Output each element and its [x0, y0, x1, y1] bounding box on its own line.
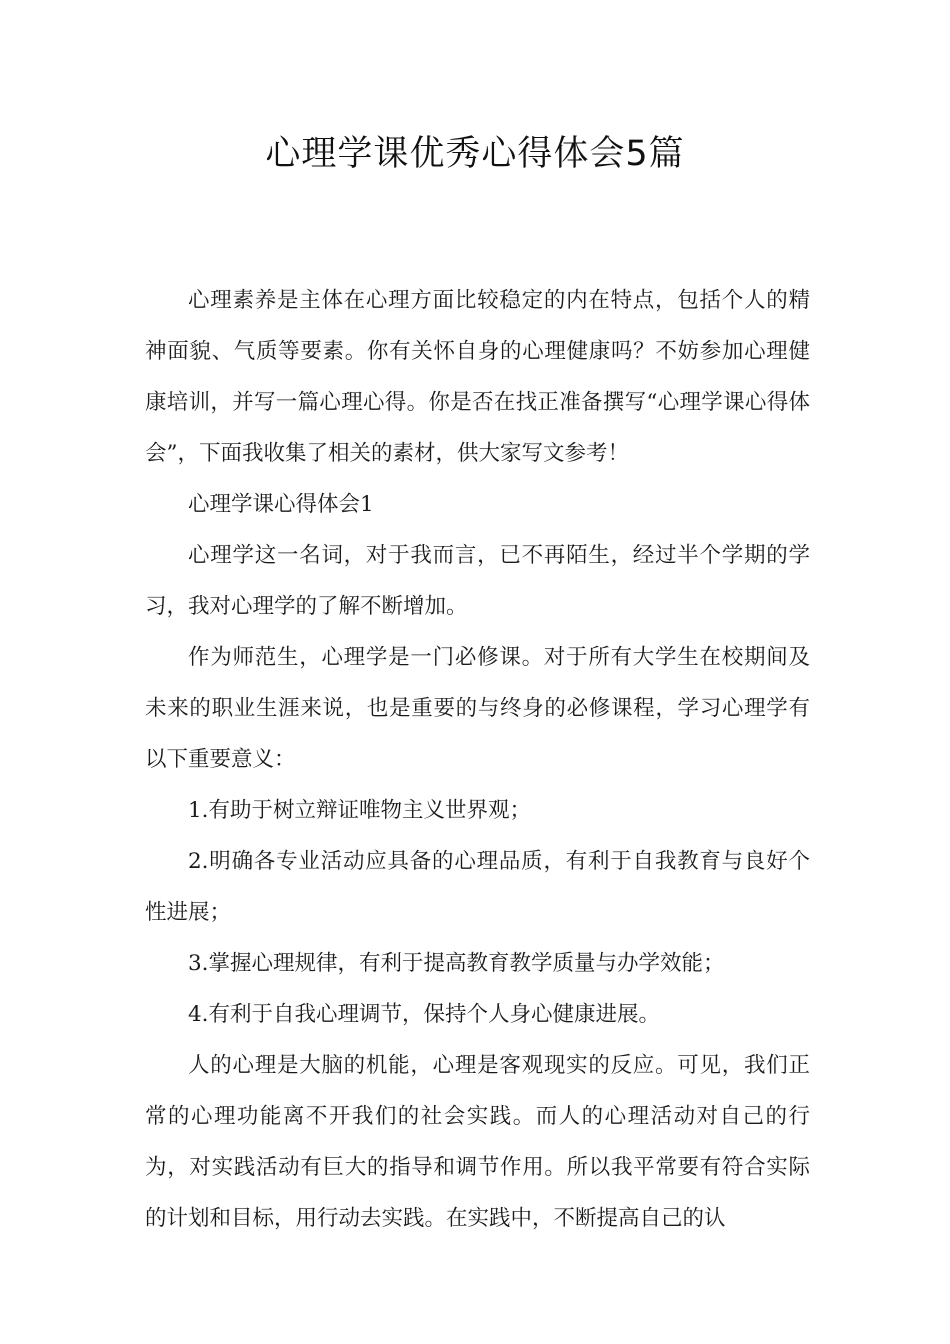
list-item: 1.有助于树立辩证唯物主义世界观； [188, 798, 532, 823]
paragraph: 人的心理是大脑的机能，心理是客观现实的反应。可见，我们正常的心理功能离不开我们的社会实践。而人的心理活动对自己的行为，对实践活动有巨大的指导和调节作用。所以我平常要有符合实际的计划和目标，用行动去实践。在实践中，不断提高自己的认 [145, 1053, 810, 1231]
section-heading: 心理学课心得体会1 [188, 492, 374, 517]
list-item: 3.掌握心理规律，有利于提高教育教学质量与办学效能； [188, 951, 725, 976]
document-body [145, 275, 810, 1244]
list-item: 4.有利于自我心理调节，保持个人身心健康进展。 [188, 1002, 661, 1027]
document-title: 心理学课优秀心得体会5篇 [265, 134, 685, 174]
paragraph: 心理学这一名词，对于我而言，已不再陌生，经过半个学期的学习，我对心理学的了解不断增加。 [145, 543, 810, 619]
paragraph-intro: 心理素养是主体在心理方面比较稳定的内在特点，包括个人的精神面貌、气质等要素。你有关怀自身的心理健康吗？不妨参加心理健康培训，并写一篇心理心得。你是否在找正准备撰写“心理学课心得体会”，下面我收集了相关的素材，供大家写文参考！ [145, 288, 810, 466]
paragraph: 作为师范生，心理学是一门必修课。对于所有大学生在校期间及未来的职业生涯来说，也是重要的与终身的必修课程，学习心理学有以下重要意义： [145, 645, 810, 772]
list-item: 2.明确各专业活动应具备的心理品质，有利于自我教育与良好个性进展； [145, 849, 810, 925]
